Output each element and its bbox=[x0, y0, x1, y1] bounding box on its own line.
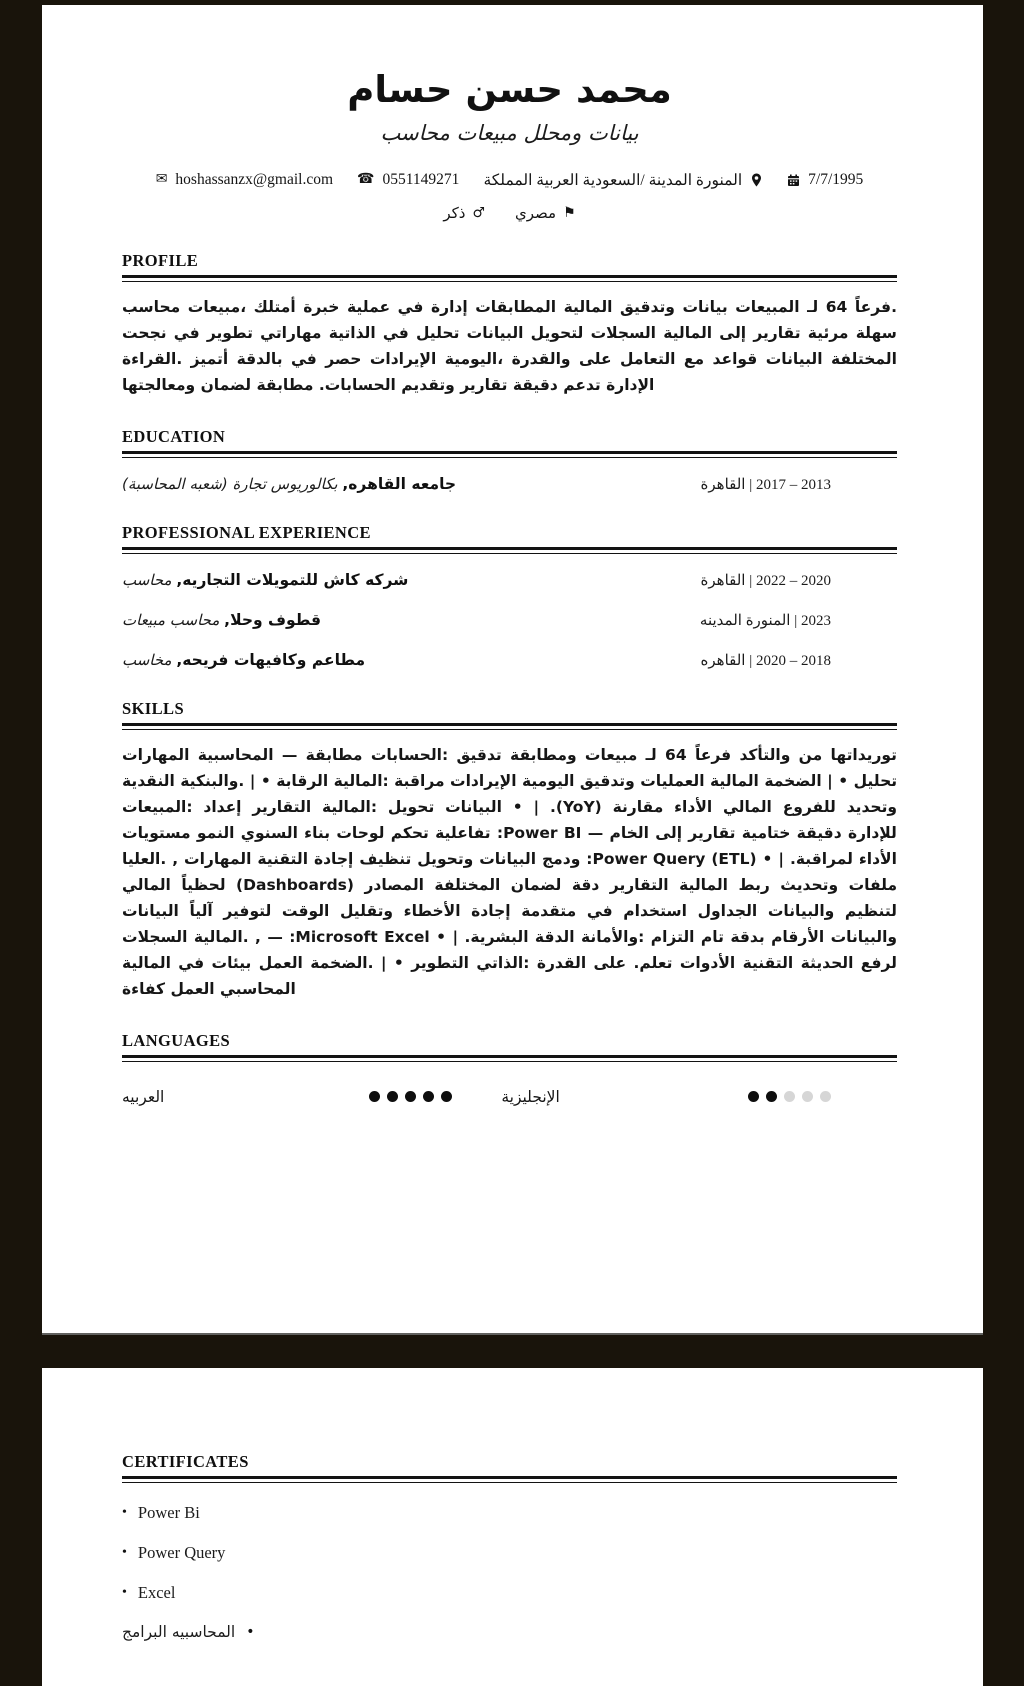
resume-header bbox=[122, 5, 897, 222]
gender-item bbox=[443, 204, 485, 222]
resume-page-2 bbox=[42, 1368, 983, 1686]
flag-icon: ⚑ bbox=[563, 204, 576, 221]
languages-heading: LANGUAGES bbox=[122, 1030, 231, 1050]
languages-section bbox=[122, 1031, 897, 1106]
language-english bbox=[501, 1088, 831, 1106]
certificates-section bbox=[122, 1452, 897, 1641]
company-text: ,وحلا قطوف bbox=[224, 610, 322, 629]
language-name: الإنجليزية bbox=[501, 1087, 560, 1106]
certificate-item bbox=[122, 1623, 897, 1641]
experience-entry bbox=[122, 571, 897, 590]
experience-meta: القاهرة | 2022 – 2020 bbox=[700, 572, 831, 589]
contact-location bbox=[483, 171, 763, 190]
section-rule bbox=[122, 451, 897, 458]
skills-heading: SKILLS bbox=[122, 698, 185, 718]
experience-meta: القاهره | 2020 – 2018 bbox=[700, 652, 831, 669]
experience-meta: المدينه المنورة | 2023 bbox=[699, 612, 831, 629]
candidate-name: حسام حسن محمد bbox=[347, 68, 672, 111]
location-pin-icon bbox=[750, 173, 763, 187]
phone-text: 0551149271 bbox=[382, 171, 460, 189]
certificate-label: Power Bi bbox=[137, 1503, 200, 1522]
birthdate-text: 7/7/1995 bbox=[808, 171, 864, 189]
skills-text: المهارات المحاسبية — مطابقة الحسابات: تدقيق ومطابقة مبيعات لـ 64 فرعاً والتأكد من توريداتها النقدية والبنكية. | • الرقابة المالية: مراقبة الإيرادات اليومية وتدقيق العمليات المالية الضخمة | • تحليل المبيعات: إعداد التقارير المالية: تحويل البيانات • | .(YoY) مقارنة الأداء المالي للفروع وتحديد مستويات النمو السنوي بناء لوحات تحكم تفاعلية :Power BI — الخام إلى تقارير ختامية دقيقة للإدارة العليا. , المهارات التقنية إجادة تنظيف وتحويل البيانات ودمج :Power Query (ETL) • | .لمراقبة الأداء المالي لحظياً (Dashboards) المصادر المختلفة لضمان دقة التقارير المالية ربط وتحديث ملفات البيانات آلياً لتوفير الوقت وتقليل الأخطاء إجادة متقدمة في استخدام الجداول والبيانات لتنظيم السجلات المالية. , — :Microsoft Excel • | .البشرية الدقة والأمانة: التزام تام بدقة الأرقام والبيانات المالية في بيئات العمل الضخمة. | • التطوير الذاتي: القدرة على .تعلم الأدوات التقنية الحديثة لرفع كفاءة العمل المحاسبي bbox=[122, 745, 898, 998]
phone-icon: ☎ bbox=[357, 172, 375, 188]
bullet-icon: • bbox=[122, 1545, 127, 1560]
education-meta: القاهرة | 2017 – 2013 bbox=[700, 476, 831, 493]
certificate-label: Power Query bbox=[137, 1543, 226, 1562]
bullet-icon: • bbox=[122, 1505, 127, 1520]
experience-heading: PROFESSIONAL EXPERIENCE bbox=[122, 522, 371, 542]
certificate-item bbox=[122, 1543, 897, 1563]
contact-email bbox=[156, 171, 333, 189]
section-rule bbox=[122, 275, 897, 282]
degree-text: (المحاسبة شعبه) تجارة بكالوريوس bbox=[122, 474, 338, 493]
education-heading: EDUCATION bbox=[122, 426, 226, 446]
company-text: ,فريحه وكافيهات مطاعم bbox=[176, 650, 366, 669]
gender-text: ذكر bbox=[443, 203, 466, 222]
experience-role-company bbox=[122, 611, 321, 629]
contact-row bbox=[122, 171, 897, 190]
profile-heading: PROFILE bbox=[122, 250, 199, 270]
section-rule bbox=[122, 723, 897, 730]
candidate-job-title: محاسب مبيعات ومحلل بيانات bbox=[380, 120, 639, 145]
certificate-label: البرامج المحاسبيه bbox=[122, 1623, 236, 1641]
email-text: hoshassanzx@gmail.com bbox=[175, 171, 334, 189]
certificate-label: Excel bbox=[137, 1583, 176, 1602]
section-rule bbox=[122, 547, 897, 554]
experience-entry bbox=[122, 651, 897, 670]
experience-role-company bbox=[122, 571, 408, 589]
certificate-item bbox=[122, 1583, 897, 1603]
section-rule bbox=[122, 1055, 897, 1062]
role-text: محاسب bbox=[122, 570, 172, 589]
education-section bbox=[122, 427, 897, 494]
nationality-item bbox=[515, 204, 576, 222]
detail-row bbox=[122, 204, 897, 222]
gender-icon: ♂ bbox=[472, 204, 486, 221]
certificate-item bbox=[122, 1503, 897, 1523]
contact-phone bbox=[357, 171, 459, 189]
nationality-text: مصري bbox=[515, 203, 557, 222]
role-text: مبيعات محاسب bbox=[122, 610, 220, 629]
experience-entry bbox=[122, 611, 897, 630]
language-level-dots bbox=[369, 1091, 452, 1102]
calendar-icon bbox=[787, 174, 800, 187]
bullet-icon: • bbox=[122, 1585, 127, 1600]
section-rule bbox=[122, 1476, 897, 1483]
contact-birthdate bbox=[787, 171, 863, 189]
education-entry bbox=[122, 475, 897, 494]
bullet-icon: • bbox=[246, 1624, 255, 1640]
experience-role-company bbox=[122, 651, 365, 669]
language-name: العربيه bbox=[122, 1087, 165, 1106]
experience-section bbox=[122, 523, 897, 670]
skills-section bbox=[122, 699, 897, 1002]
certificates-heading: CERTIFICATES bbox=[122, 1452, 249, 1471]
envelope-icon: ✉ bbox=[155, 172, 168, 188]
language-arabic bbox=[122, 1088, 452, 1106]
school-text: ,القاهره جامعه bbox=[342, 474, 457, 493]
location-text: المملكة العربية السعودية/ المدينة المنورة bbox=[483, 171, 743, 189]
resume-page-1 bbox=[42, 5, 983, 1333]
profile-text: محاسب مبيعات، أمتلك خبرة عملية في إدارة المطابقات المالية وتدقيق بيانات المبيعات لـ 64 فرعاً. نجحت في تطوير مهاراتي الذاتية في تحليل البيانات لتحويل السجلات المالية إلى تقارير مرئية سهلة القراءة. أتميز بالدقة في حصر الإيرادات اليومية، والقدرة على التعامل مع قواعد البيانات المختلفة ومعالجتها لضمان مطابقة .الحسابات وتقديم تقارير دقيقة تدعم الإدارة bbox=[122, 297, 897, 394]
profile-section bbox=[122, 251, 897, 398]
role-text: مخاسب bbox=[122, 650, 172, 669]
language-level-dots bbox=[748, 1091, 831, 1102]
languages-row bbox=[122, 1088, 897, 1106]
education-degree-school bbox=[122, 475, 456, 493]
company-text: ,التجاريه للتمويلات كاش شركه bbox=[176, 570, 409, 589]
